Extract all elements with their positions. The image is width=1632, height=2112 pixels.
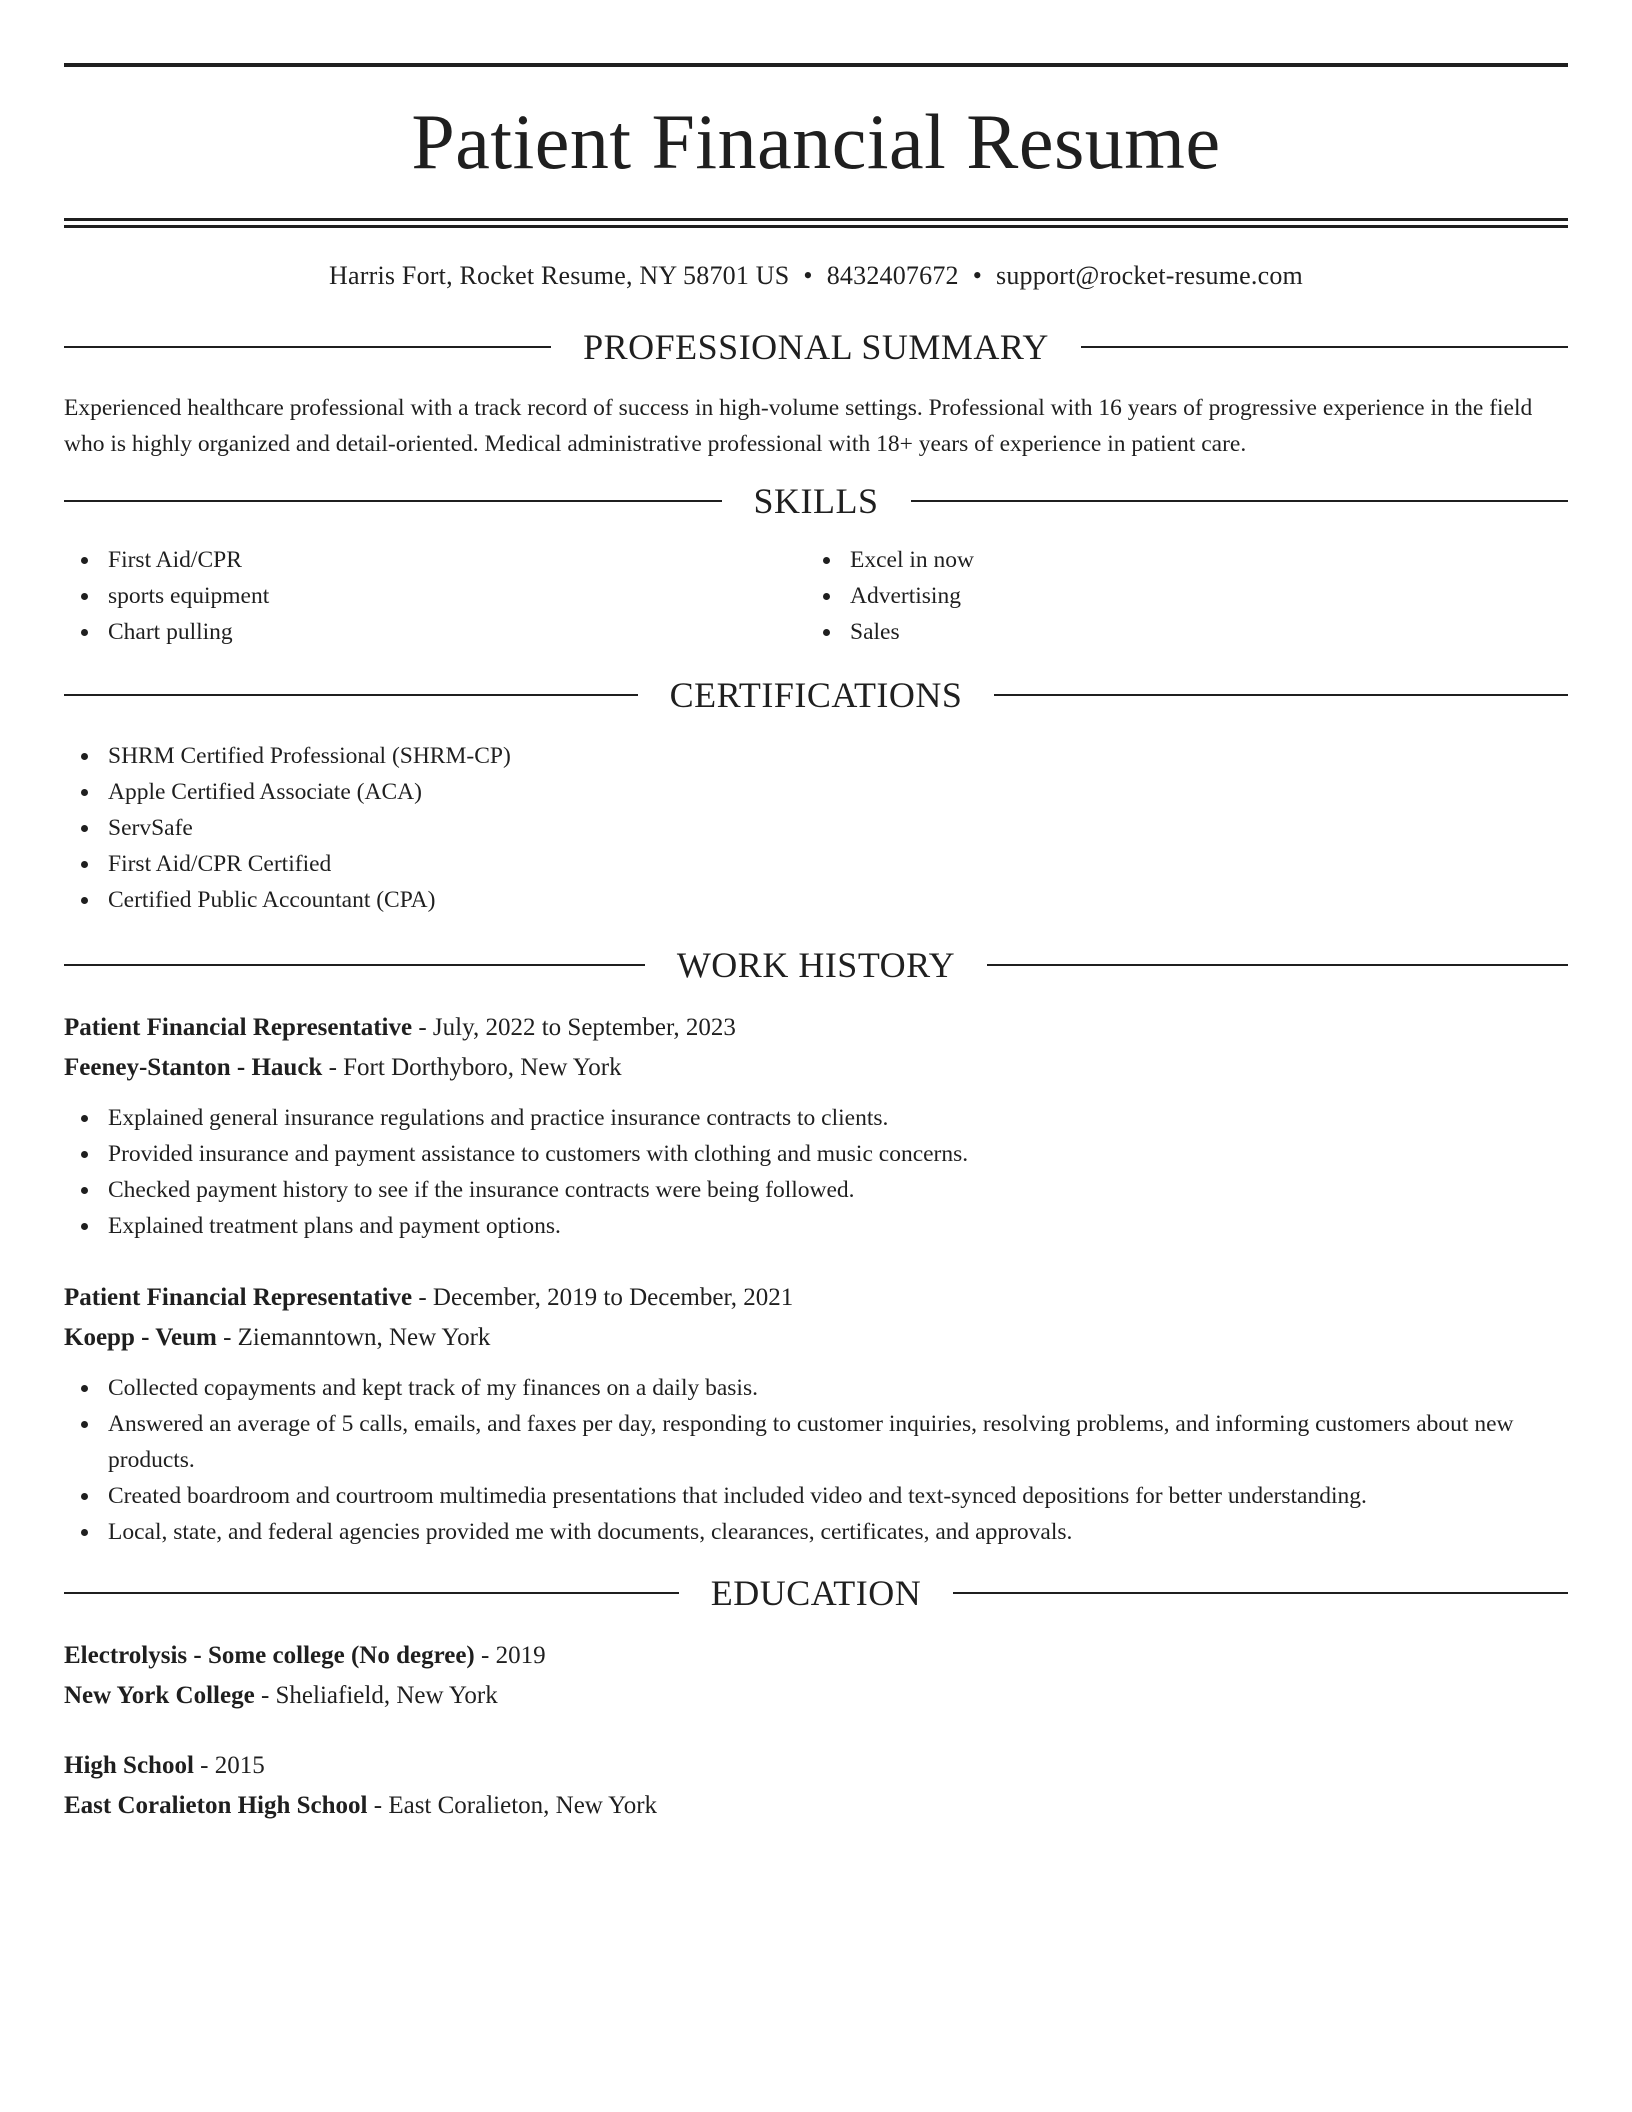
heading-rule <box>64 964 645 966</box>
skills-list-left <box>64 542 806 650</box>
skill-item: Advertising <box>806 578 1548 614</box>
section-title: PROFESSIONAL SUMMARY <box>583 327 1049 367</box>
section-title: SKILLS <box>753 481 879 521</box>
job-dates: - December, 2019 to December, 2021 <box>412 1284 794 1311</box>
job-bullet: Local, state, and federal agencies provided me with documents, clearances, certificates, and approvals. <box>64 1514 1568 1550</box>
job-bullet: Provided insurance and payment assistance to customers with clothing and music concerns. <box>64 1136 1568 1172</box>
job-bullet: Explained treatment plans and payment options. <box>64 1208 1568 1244</box>
education-year: - 2019 <box>474 1642 546 1669</box>
education-entry <box>64 1746 1568 1826</box>
contact-line <box>64 260 1568 292</box>
summary-text: Experienced healthcare professional with a track record of success in high-volume settings. Professional with 16 years of progressive experience in the field who is highly organized and detail-oriented. Medical administrative professional with 18+ years of experience in patient care. <box>64 395 1533 457</box>
job-title: Patient Financial Representative <box>64 1284 413 1311</box>
skills-columns <box>64 542 1568 650</box>
contact-separator: • <box>972 261 983 290</box>
section-title: CERTIFICATIONS <box>669 675 963 715</box>
contact-separator: • <box>803 261 813 290</box>
contact-phone: 8432407672 <box>826 261 959 290</box>
contact-email: support@rocket-resume.com <box>996 261 1303 290</box>
section-heading-skills <box>64 480 1568 522</box>
job-bullet: Checked payment history to see if the insurance contracts were being followed. <box>64 1172 1568 1208</box>
job-entry <box>64 1008 1568 1244</box>
education-school: New York College <box>64 1682 255 1709</box>
education-school: East Coralieton High School <box>64 1792 368 1819</box>
heading-rule <box>994 694 1568 696</box>
job-location: - Ziemanntown, New York <box>216 1324 491 1351</box>
job-bullets <box>64 1100 1568 1244</box>
job-company: Feeney-Stanton - Hauck <box>64 1054 323 1081</box>
heading-rule <box>64 500 722 502</box>
certifications-list <box>64 738 1568 918</box>
job-bullet: Answered an average of 5 calls, emails, and faxes per day, responding to customer inquiries, resolving problems, and informing customers about new products. <box>64 1406 1568 1478</box>
title-double-rule <box>64 218 1568 228</box>
resume-title: Patient Financial Resume <box>411 98 1221 185</box>
heading-rule <box>953 1592 1568 1594</box>
education-year: - 2015 <box>193 1752 265 1779</box>
job-company-line <box>64 1318 1568 1358</box>
education-degree-line <box>64 1746 1568 1786</box>
education-location: - Sheliafield, New York <box>254 1682 498 1709</box>
certification-item: First Aid/CPR Certified <box>64 846 1568 882</box>
job-bullet: Explained general insurance regulations and practice insurance contracts to clients. <box>64 1100 1568 1136</box>
education-school-line <box>64 1676 1568 1716</box>
job-dates: - July, 2022 to September, 2023 <box>412 1014 736 1041</box>
job-title-line <box>64 1008 1568 1048</box>
section-heading-education <box>64 1572 1568 1614</box>
education-location: - East Coralieton, New York <box>367 1792 658 1819</box>
skill-item: Chart pulling <box>64 614 806 650</box>
skill-item: Sales <box>806 614 1548 650</box>
certification-item: ServSafe <box>64 810 1568 846</box>
top-rule <box>64 63 1568 67</box>
heading-rule <box>911 500 1569 502</box>
heading-rule <box>1081 346 1568 348</box>
education-degree-line <box>64 1636 1568 1676</box>
skill-item: Excel in now <box>806 542 1548 578</box>
education-entry <box>64 1636 1568 1716</box>
education-degree: Electrolysis - Some college (No degree) <box>64 1642 475 1669</box>
section-heading-certifications <box>64 674 1568 716</box>
heading-rule <box>987 964 1568 966</box>
skill-item: First Aid/CPR <box>64 542 806 578</box>
certification-item: SHRM Certified Professional (SHRM-CP) <box>64 738 1568 774</box>
job-entry <box>64 1278 1568 1550</box>
job-bullets <box>64 1370 1568 1550</box>
job-location: - Fort Dorthyboro, New York <box>322 1054 622 1081</box>
heading-rule <box>64 346 551 348</box>
section-title: WORK HISTORY <box>676 945 956 985</box>
job-bullet: Created boardroom and courtroom multimedia presentations that included video and text-synced depositions for better understanding. <box>64 1478 1568 1514</box>
job-bullet: Collected copayments and kept track of my finances on a daily basis. <box>64 1370 1568 1406</box>
education-degree: High School <box>64 1752 194 1779</box>
skill-item: sports equipment <box>64 578 806 614</box>
job-title: Patient Financial Representative <box>64 1014 413 1041</box>
heading-rule <box>64 694 638 696</box>
heading-rule <box>64 1592 679 1594</box>
certification-item: Apple Certified Associate (ACA) <box>64 774 1568 810</box>
education-school-line <box>64 1786 1568 1826</box>
job-title-line <box>64 1278 1568 1318</box>
job-company-line <box>64 1048 1568 1088</box>
section-heading-work-history <box>64 944 1568 986</box>
section-heading-summary <box>64 326 1568 368</box>
certification-item: Certified Public Accountant (CPA) <box>64 882 1568 918</box>
section-title: EDUCATION <box>710 1573 922 1613</box>
contact-address: Harris Fort, Rocket Resume, NY 58701 US <box>329 261 790 290</box>
skills-list-right <box>806 542 1548 650</box>
job-company: Koepp - Veum <box>64 1324 217 1351</box>
